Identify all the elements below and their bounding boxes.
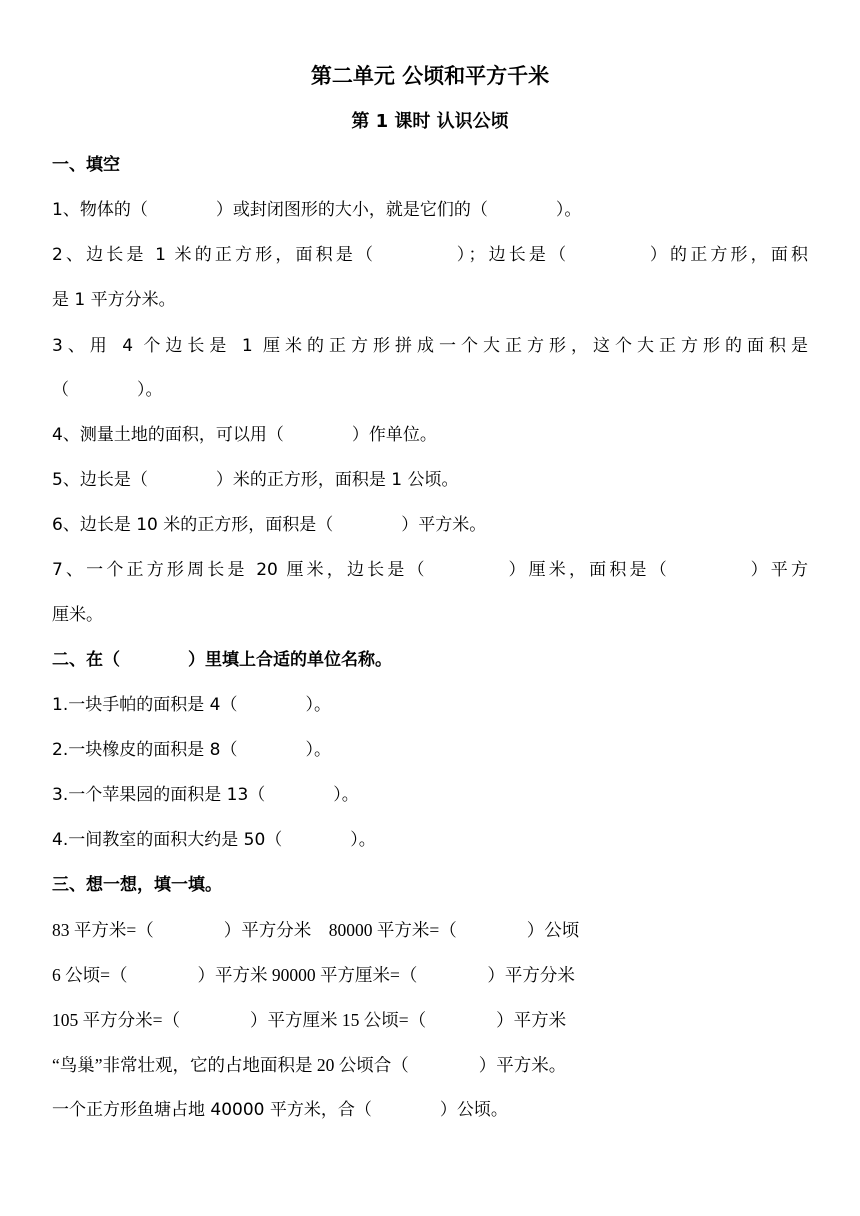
question-item: 5、边长是（ ）米的正方形，面积是 1 公顷。 bbox=[52, 470, 459, 490]
question-item: 6、边长是 10 米的正方形，面积是（ ）平方米。 bbox=[52, 515, 487, 535]
section-heading-units: 二、在（ ）里填上合适的单位名称。 bbox=[52, 650, 392, 670]
question-item: “鸟巢”非常壮观，它的占地面积是 20 公顷合（ ）平方米。 bbox=[52, 1055, 567, 1075]
question-item: 2、边长是 1 米的正方形，面积是（ ）；边长是（ ）的正方形，面积 bbox=[52, 245, 808, 265]
question-item: 一个正方形鱼塘占地 40000 平方米，合（ ）公顷。 bbox=[52, 1100, 508, 1120]
question-item: 1、物体的（ ）或封闭图形的大小，就是它们的（ ）。 bbox=[52, 200, 582, 220]
question-item: 4、测量土地的面积，可以用（ ）作单位。 bbox=[52, 425, 437, 445]
section-heading-fill-blank: 一、填空 bbox=[52, 155, 120, 175]
question-item: 105 平方分米=（ ）平方厘米 15 公顷=（ ）平方米 bbox=[52, 1010, 567, 1030]
question-item: 4.一间教室的面积大约是 50（ ）。 bbox=[52, 830, 376, 850]
question-item: 1.一块手帕的面积是 4（ ）。 bbox=[52, 695, 331, 715]
question-item: 6 公顷=（ ）平方米 90000 平方厘米=（ ）平方分米 bbox=[52, 965, 575, 985]
question-item: 7、一个正方形周长是 20 厘米，边长是（ ）厘米，面积是（ ）平方 bbox=[52, 560, 808, 580]
question-item: 厘米。 bbox=[52, 605, 103, 625]
lesson-subtitle: 第 1 课时 认识公顷 bbox=[351, 111, 509, 132]
question-item: （ ）。 bbox=[52, 380, 163, 400]
question-item: 2.一块橡皮的面积是 8（ ）。 bbox=[52, 740, 331, 760]
page-title: 第二单元 公顷和平方千米 bbox=[310, 64, 550, 88]
section-heading-think-fill: 三、想一想，填一填。 bbox=[52, 875, 222, 895]
question-item: 83 平方米=（ ）平方分米 80000 平方米=（ ）公顷 bbox=[52, 920, 580, 940]
question-item: 是 1 平方分米。 bbox=[52, 290, 176, 310]
question-item: 3.一个苹果园的面积是 13（ ）。 bbox=[52, 785, 359, 805]
question-item: 3、用 4 个边长是 1 厘米的正方形拼成一个大正方形，这个大正方形的面积是 bbox=[52, 336, 808, 356]
